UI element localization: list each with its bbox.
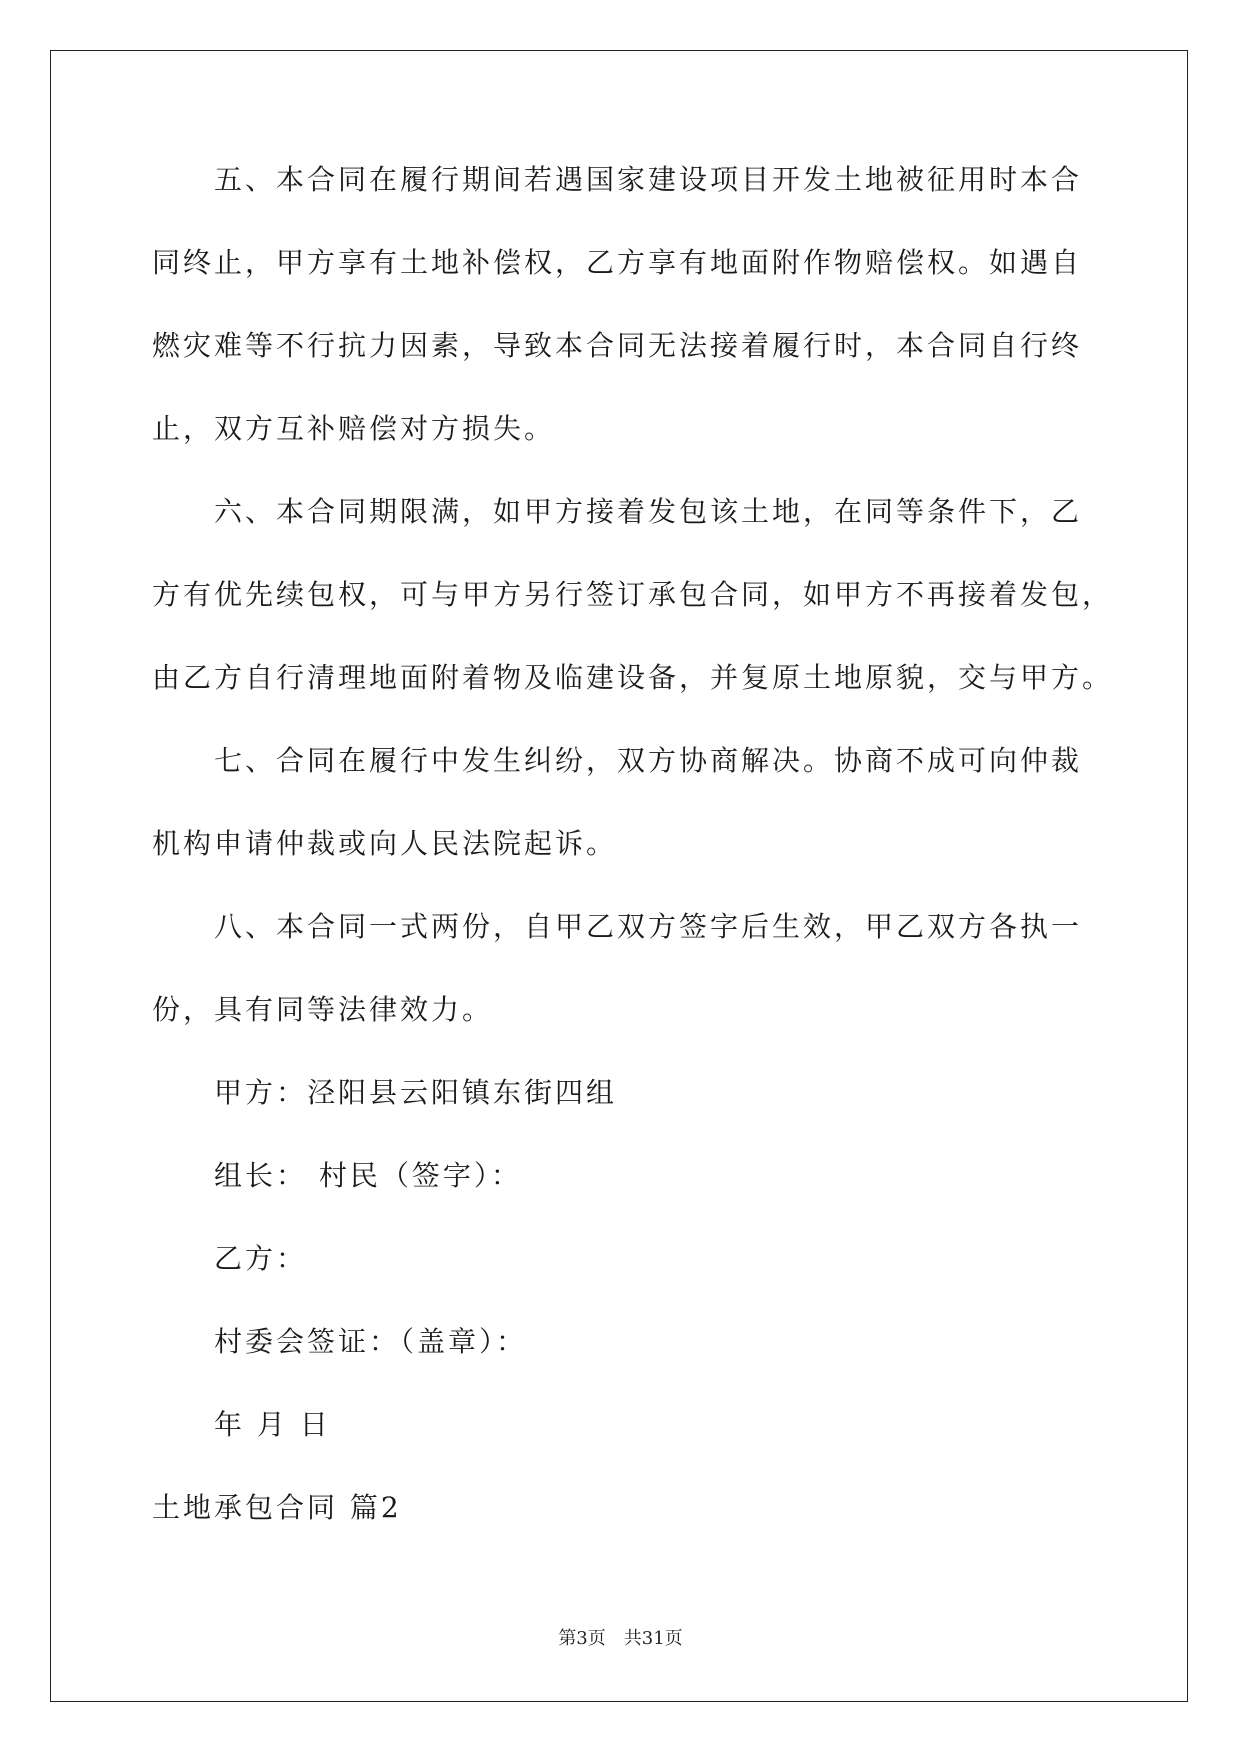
village-committee-seal-line: 村委会签证：（盖章）： xyxy=(214,1325,528,1358)
clause-5-line-4: 止，双方互补赔偿对方损失。 xyxy=(152,412,556,445)
party-b-line: 乙方： xyxy=(214,1242,308,1275)
page-footer xyxy=(0,1624,1241,1650)
page-number: 第3页 xyxy=(558,1628,606,1649)
clause-6-line-3: 由乙方自行清理地面附着物及临建设备，并复原土地原貌，交与甲方。 xyxy=(152,661,1114,694)
document-body xyxy=(152,160,1114,1571)
clause-6-line-1: 六、本合同期限满，如甲方接着发包该土地，在同等条件下，乙 xyxy=(214,495,1083,528)
date-line: 年 月 日 xyxy=(214,1408,331,1441)
clause-6-line-2: 方有优先续包权，可与甲方另行签订承包合同，如甲方不再接着发包， xyxy=(152,578,1114,611)
clause-5-line-1: 五、本合同在履行期间若遇国家建设项目开发土地被征用时本合 xyxy=(214,163,1083,196)
clause-8-line-1: 八、本合同一式两份，自甲乙双方签字后生效，甲乙双方各执一 xyxy=(214,910,1083,943)
clause-7-line-2: 机构申请仲裁或向人民法院起诉。 xyxy=(152,827,618,860)
clause-5-line-3: 燃灾难等不行抗力因素，导致本合同无法接着履行时，本合同自行终 xyxy=(152,329,1083,362)
clause-7-line-1: 七、合同在履行中发生纠纷，双方协商解决。协商不成可向仲裁 xyxy=(214,744,1083,777)
group-leader-signature-line: 组长： 村民（签字）： xyxy=(214,1159,522,1192)
party-a-line: 甲方：泾阳县云阳镇东街四组 xyxy=(214,1076,618,1109)
clause-5-line-2: 同终止，甲方享有土地补偿权，乙方享有地面附作物赔偿权。如遇自 xyxy=(152,246,1083,279)
section-heading: 土地承包合同 篇2 xyxy=(152,1491,402,1524)
page-total: 共31页 xyxy=(623,1628,683,1649)
clause-8-line-2: 份，具有同等法律效力。 xyxy=(152,993,494,1026)
